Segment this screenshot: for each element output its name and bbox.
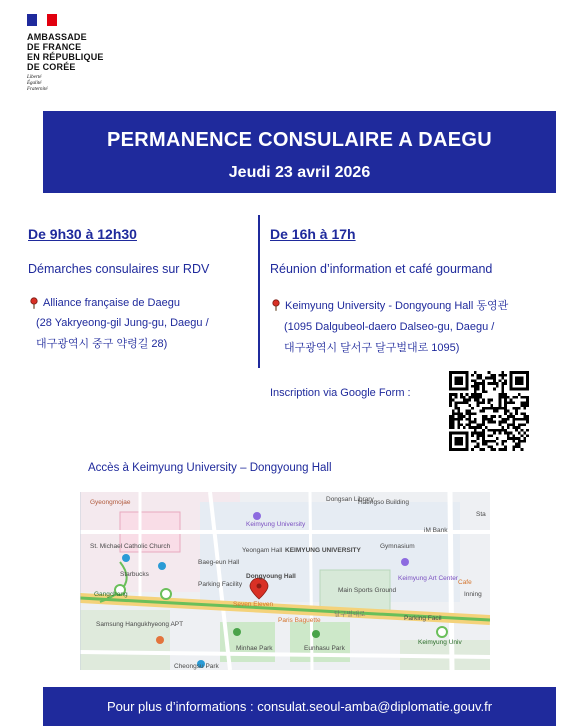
svg-text:Cafe: Cafe bbox=[458, 579, 472, 586]
page-title: PERMANENCE CONSULAIRE A DAEGU bbox=[106, 129, 493, 151]
morning-activity: Démarches consulaires sur RDV bbox=[28, 262, 210, 276]
svg-text:Gymnasium: Gymnasium bbox=[380, 543, 415, 550]
embassy-logo bbox=[27, 14, 147, 93]
svg-text:St. Michael Catholic Church: St. Michael Catholic Church bbox=[90, 543, 171, 550]
svg-text:iM Bank: iM Bank bbox=[424, 527, 448, 534]
svg-text:Main Sports Ground: Main Sports Ground bbox=[338, 587, 397, 594]
afternoon-place-name: Keimyung University - Dongyoung Hall 동영관 bbox=[285, 300, 509, 312]
column-divider bbox=[258, 215, 260, 368]
svg-text:Haengso Building: Haengso Building bbox=[358, 499, 409, 506]
location-pin-icon bbox=[28, 297, 40, 309]
afternoon-place bbox=[270, 297, 560, 313]
svg-text:달구벌대로: 달구벌대로 bbox=[334, 611, 366, 618]
embassy-name: AMBASSADE DE FRANCE EN RÉPUBLIQUE DE CORÉE bbox=[27, 32, 104, 72]
svg-text:Inning: Inning bbox=[464, 591, 482, 598]
republic-motto: Liberté Égalité Fraternité bbox=[27, 75, 48, 92]
morning-place bbox=[28, 297, 258, 309]
svg-text:KEIMYUNG UNIVERSITY: KEIMYUNG UNIVERSITY bbox=[285, 547, 361, 554]
afternoon-activity: Réunion d’information et café gourmand bbox=[270, 262, 493, 276]
svg-text:Parking Facility: Parking Facility bbox=[198, 581, 243, 588]
svg-text:Keimyung University: Keimyung University bbox=[246, 521, 306, 528]
svg-text:Starbucks: Starbucks bbox=[120, 571, 149, 578]
svg-text:Keimyung Univ: Keimyung Univ bbox=[418, 639, 462, 646]
svg-text:Yeongam Hall: Yeongam Hall bbox=[242, 547, 283, 554]
svg-text:Samsung Hangukhyeong APT: Samsung Hangukhyeong APT bbox=[96, 621, 184, 628]
svg-text:Eunhasu Park: Eunhasu Park bbox=[304, 645, 345, 652]
contact-text: Pour plus d’informations : consulat.seoul-amba@diplomatie.gouv.fr bbox=[106, 699, 493, 714]
svg-text:Keimyung Art Center: Keimyung Art Center bbox=[398, 575, 458, 582]
afternoon-address: (1095 Dalgubeol-daero Dalseo-gu, Daegu / 대구광역시 달서구 달구벌대로 1095) bbox=[284, 321, 495, 354]
inscription-label: Inscription via Google Form : bbox=[270, 387, 411, 399]
svg-text:Dongsan Library: Dongsan Library bbox=[326, 496, 374, 503]
svg-text:Parking Facil: Parking Facil bbox=[404, 615, 442, 622]
qr-code[interactable] bbox=[449, 371, 529, 451]
svg-text:Cheongsu Park: Cheongsu Park bbox=[174, 663, 219, 670]
svg-text:Seven Eleven: Seven Eleven bbox=[233, 601, 274, 608]
svg-text:Gangchang: Gangchang bbox=[94, 591, 128, 598]
svg-text:Gyeongmojae: Gyeongmojae bbox=[90, 499, 131, 506]
location-pin-icon bbox=[270, 299, 282, 311]
title-banner bbox=[43, 111, 556, 193]
svg-text:Sta: Sta bbox=[476, 511, 486, 518]
contact-footer bbox=[43, 687, 556, 726]
morning-address: (28 Yakryeong-gil Jung-gu, Daegu / 대구광역시 중구 약령길 28) bbox=[36, 317, 209, 350]
map-canvas bbox=[80, 492, 490, 670]
svg-text:Dongyoung Hall: Dongyoung Hall bbox=[246, 573, 296, 580]
morning-time: De 9h30 à 12h30 bbox=[28, 226, 137, 242]
location-map[interactable] bbox=[80, 492, 490, 670]
french-flag-icon bbox=[27, 14, 57, 26]
morning-session bbox=[28, 226, 258, 355]
svg-text:Baeg-eun Hall: Baeg-eun Hall bbox=[198, 559, 240, 566]
svg-text:Minhae Park: Minhae Park bbox=[236, 645, 273, 652]
event-date: Jeudi 23 avril 2026 bbox=[228, 164, 371, 181]
afternoon-time: De 16h à 17h bbox=[270, 226, 356, 242]
afternoon-session bbox=[270, 226, 560, 359]
morning-place-name: Alliance française de Daegu bbox=[43, 297, 180, 309]
svg-text:Paris Baguette: Paris Baguette bbox=[278, 617, 321, 624]
map-caption: Accès à Keimyung University – Dongyoung Hall bbox=[88, 462, 332, 474]
